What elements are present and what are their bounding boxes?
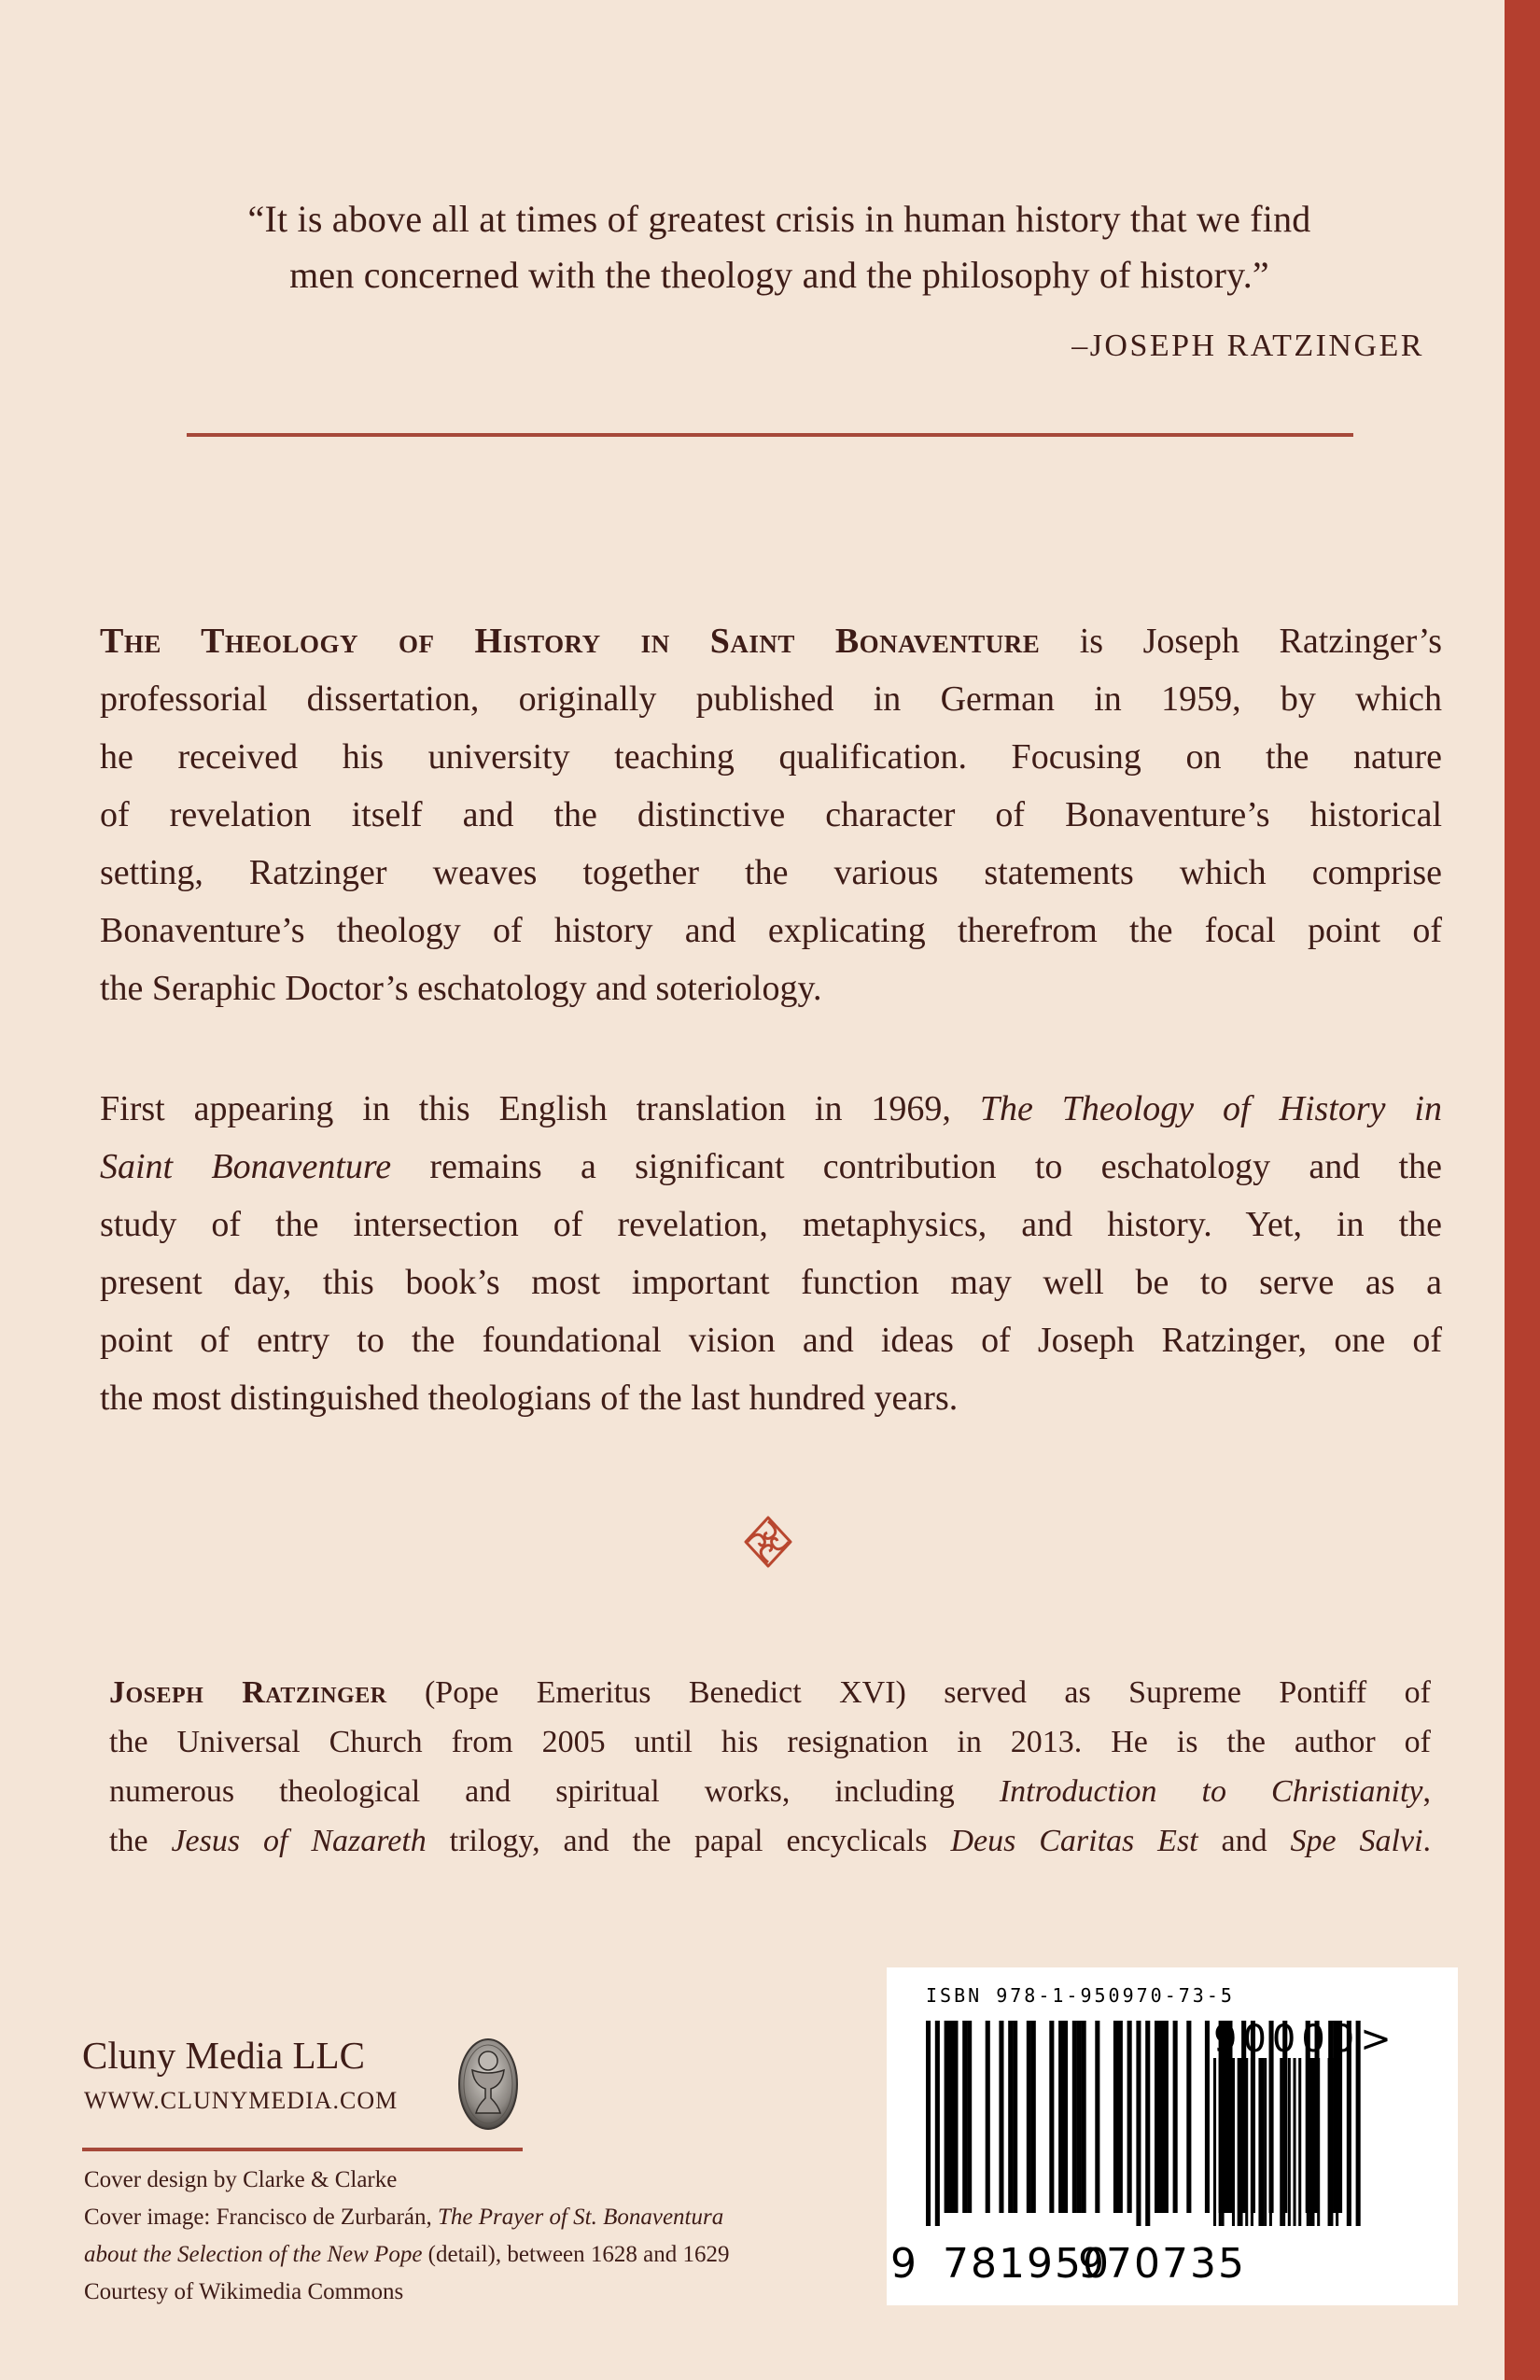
line-text: , — [1422, 1774, 1431, 1809]
line-text: (Pope Emeritus Benedict XVI) served as Supreme Pontiff of — [386, 1675, 1431, 1710]
addon-bar — [1294, 2058, 1296, 2226]
isbn-label: ISBN 978-1-950970-73-5 — [926, 1984, 1235, 2007]
barcode-bar — [1013, 2021, 1017, 2213]
paragraph-line: Bonaventure’s theology of history and explicating therefrom the focal point of — [100, 911, 1442, 950]
addon-bar — [1311, 2058, 1314, 2226]
paragraph-line: study of the intersection of revelation, metaphysics, and history. Yet, in the — [100, 1205, 1442, 1244]
barcode-bar — [935, 2021, 940, 2226]
credit-line: Cover design by Clarke & Clarke — [84, 2167, 398, 2192]
addon-bar — [1219, 2058, 1222, 2226]
line-text: trilogy, and the papal encyclicals — [426, 1824, 951, 1858]
barcode-bar — [1008, 2021, 1013, 2213]
addon-bar — [1336, 2058, 1338, 2226]
barcode-bar — [926, 2021, 931, 2226]
barcode-bar — [1049, 2021, 1054, 2213]
barcode-bar — [1027, 2021, 1031, 2213]
painting-title: about the Selection of the New Pope — [84, 2242, 423, 2267]
quote-line: men concerned with the theology and the philosophy of history.” — [289, 254, 1269, 296]
publisher-divider-rule — [82, 2148, 523, 2151]
addon-bar — [1307, 2058, 1309, 2226]
addon-bar — [1238, 2058, 1240, 2226]
spine-accent-strip — [1505, 0, 1540, 2380]
quatrefoil-ornament-icon — [740, 1514, 796, 1570]
barcode-bar — [1164, 2021, 1169, 2213]
barcode-bar — [1173, 2021, 1178, 2213]
line-text: the — [109, 1824, 172, 1858]
paragraph-line: the most distinguished theologians of the last hundred years. — [100, 1379, 959, 1418]
barcode-digit-first: 9 — [890, 2240, 918, 2288]
publisher-name: Cluny Media LLC — [82, 2034, 365, 2077]
addon-bar — [1309, 2058, 1312, 2226]
addon-bar — [1330, 2058, 1333, 2226]
barcode-bar — [1113, 2021, 1118, 2213]
book-title: The Theology of History in Saint Bonaventure — [100, 622, 1041, 661]
barcode-bar — [1082, 2021, 1086, 2213]
addon-bar — [1258, 2058, 1261, 2226]
barcode-bar — [999, 2021, 1003, 2213]
addon-bar — [1328, 2058, 1331, 2226]
paragraph-line: present day, this book’s most important function may well be to serve as a — [100, 1263, 1442, 1302]
painting-title: The Prayer of St. Bonaventura — [438, 2205, 724, 2230]
description-paragraph-2 — [100, 1080, 1442, 1427]
paragraph-line: of revelation itself and the distinctive character of Bonaventure’s historical — [100, 795, 1442, 834]
work-title: Jesus of Nazareth — [171, 1824, 427, 1858]
barcode-bar — [962, 2021, 967, 2213]
barcode-bar — [1077, 2021, 1082, 2213]
paragraph-line: professorial dissertation, originally published in German in 1959, by which — [100, 679, 1442, 719]
isbn-barcode — [887, 1967, 1458, 2305]
bio-line — [109, 1816, 1431, 1866]
paragraph-line: point of entry to the foundational vision and ideas of Joseph Ratzinger, one of — [100, 1321, 1442, 1360]
paragraph-line: setting, Ratzinger weaves together the various statements which comprise — [100, 853, 1442, 892]
barcode-bar — [1127, 2021, 1132, 2213]
addon-bar — [1222, 2058, 1225, 2226]
barcode-bar — [967, 2021, 972, 2213]
addon-bar — [1261, 2058, 1264, 2226]
addon-bar — [1269, 2058, 1272, 2226]
bio-line — [109, 1668, 1431, 1717]
addon-bar — [1251, 2058, 1253, 2226]
barcode-bar — [1159, 2021, 1164, 2213]
credit-line: Courtesy of Wikimedia Commons — [84, 2279, 404, 2304]
addon-bar — [1240, 2058, 1243, 2226]
barcode-bar — [1063, 2021, 1068, 2213]
paragraph-line — [100, 1080, 1442, 1138]
addon-bar — [1280, 2058, 1282, 2226]
line-text: Cover image: Francisco de Zurbarán, — [84, 2205, 439, 2230]
author-name: Joseph Ratzinger — [109, 1675, 387, 1710]
barcode-bar — [1072, 2021, 1077, 2213]
work-title: Spe Salvi — [1290, 1824, 1423, 1858]
addon-bar — [1232, 2058, 1235, 2226]
addon-bar — [1317, 2058, 1320, 2226]
paragraph-line: he received his university teaching qualification. Focusing on the nature — [100, 737, 1442, 777]
work-title: Deus Caritas Est — [950, 1824, 1198, 1858]
credit-line — [84, 2236, 849, 2274]
barcode-bar — [1058, 2021, 1063, 2213]
barcode-digit-group-1: 781950 — [943, 2240, 1111, 2288]
line-text: is Joseph Ratzinger’s — [1040, 622, 1442, 661]
book-title-italic: The Theology of History in — [979, 1089, 1442, 1128]
addon-bar — [1213, 2058, 1216, 2226]
line-text: remains a significant contribution to eschatology and the — [391, 1147, 1442, 1186]
paragraph-line — [100, 612, 1442, 670]
paragraph-line — [100, 1138, 1442, 1196]
barcode-bar — [1118, 2021, 1123, 2213]
barcode-bar — [1155, 2021, 1159, 2213]
credit-line — [84, 2199, 849, 2236]
barcode-bar — [1205, 2021, 1210, 2213]
bio-line: the Universal Church from 2005 until his resignation in 2013. He is the author of — [109, 1725, 1431, 1759]
line-text: and — [1197, 1824, 1291, 1858]
paragraph-line: the Seraphic Doctor’s eschatology and soteriology. — [100, 969, 822, 1008]
price-code: 90000> — [1213, 2018, 1397, 2061]
barcode-bar — [953, 2021, 958, 2213]
description-paragraph-1 — [100, 612, 1442, 1017]
quote-attribution: –JOSEPH RATZINGER — [1071, 329, 1424, 363]
addon-bar — [1264, 2058, 1267, 2226]
barcode-bar — [945, 2021, 949, 2213]
line-text: First appearing in this English translation in 1969, — [100, 1089, 980, 1128]
line-text: . — [1422, 1824, 1432, 1858]
barcode-bar — [1031, 2021, 1036, 2213]
book-title-italic: Saint Bonaventure — [100, 1147, 392, 1186]
author-bio — [109, 1668, 1431, 1866]
barcode-bar — [1136, 2021, 1141, 2226]
barcode-bar — [1186, 2021, 1191, 2213]
barcode-bar — [1145, 2021, 1150, 2226]
work-title: Introduction to Christianity — [999, 1774, 1423, 1809]
line-text: (detail), between 1628 and 1629 — [422, 2242, 730, 2267]
line-text: numerous theological and spiritual works, including — [109, 1774, 1000, 1809]
chalice-seal-icon — [457, 2037, 519, 2132]
barcode-bar — [949, 2021, 954, 2213]
addon-bar — [1282, 2058, 1285, 2226]
divider-rule — [187, 433, 1353, 437]
barcode-digit-group-2: 970735 — [1078, 2240, 1246, 2288]
bio-line — [109, 1767, 1431, 1816]
publisher-url[interactable]: WWW.CLUNYMEDIA.COM — [84, 2087, 399, 2114]
cover-credits — [84, 2162, 849, 2311]
quote-line: “It is above all at times of greatest crisis in human history that we find — [247, 198, 1311, 240]
addon-bar — [1298, 2058, 1301, 2226]
epigraph-quote — [121, 191, 1437, 303]
addon-bar — [1245, 2058, 1248, 2226]
barcode-bar — [986, 2021, 990, 2213]
addon-bar — [1288, 2058, 1291, 2226]
barcode-bar — [1095, 2021, 1099, 2213]
